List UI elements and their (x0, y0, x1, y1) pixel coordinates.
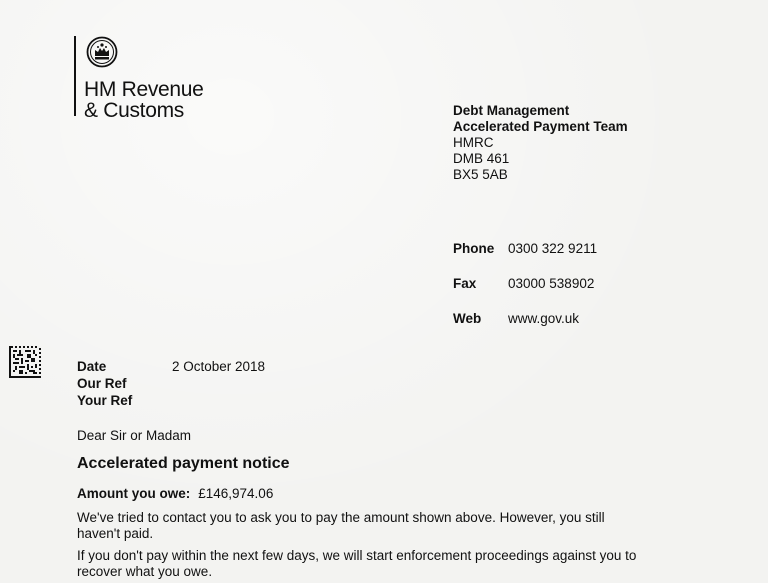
web-value: www.gov.uk (508, 311, 580, 326)
contact-phone-row (453, 241, 597, 276)
web-label: Web (453, 311, 482, 326)
amount-owed (77, 486, 273, 501)
contact-web-row (453, 311, 597, 346)
fax-label: Fax (453, 276, 477, 291)
address-team: Accelerated Payment Team (453, 119, 628, 134)
our-ref-row (77, 375, 265, 392)
hmrc-logo (74, 36, 204, 122)
address-org: HMRC (453, 135, 494, 150)
reference-block (77, 358, 265, 409)
paragraph-enforcement-warning: If you don't pay within the next few days, we will start enforcement proceedings against you to recover what you owe. (77, 548, 637, 579)
crown-icon (86, 36, 118, 68)
address-postcode: BX5 5AB (453, 167, 508, 182)
logo-line-2: & Customs (84, 99, 184, 122)
notice-title: Accelerated payment notice (77, 455, 290, 472)
date-row (77, 358, 265, 375)
contact-details (453, 241, 597, 346)
phone-label: Phone (453, 241, 495, 256)
date-label: Date (77, 359, 107, 374)
contact-fax-row (453, 276, 597, 311)
amount-label: Amount you owe: (77, 486, 191, 501)
amount-value: £146,974.06 (198, 486, 274, 501)
paragraph-contact-attempt: We've tried to contact you to ask you to pay the amount shown above. However, you still haven't paid. (77, 510, 605, 541)
your-ref-label: Your Ref (77, 393, 133, 408)
sender-address (453, 103, 628, 183)
phone-value: 0300 322 9211 (508, 241, 598, 256)
address-code: DMB 461 (453, 151, 510, 166)
our-ref-label: Our Ref (77, 376, 127, 391)
fax-value: 03000 538902 (508, 276, 595, 291)
your-ref-row (77, 392, 265, 409)
logo-line-1: HM Revenue (84, 78, 204, 101)
salutation: Dear Sir or Madam (77, 428, 192, 443)
address-department: Debt Management (453, 103, 570, 118)
datamatrix-code (9, 346, 41, 378)
date-value: 2 October 2018 (172, 359, 266, 374)
